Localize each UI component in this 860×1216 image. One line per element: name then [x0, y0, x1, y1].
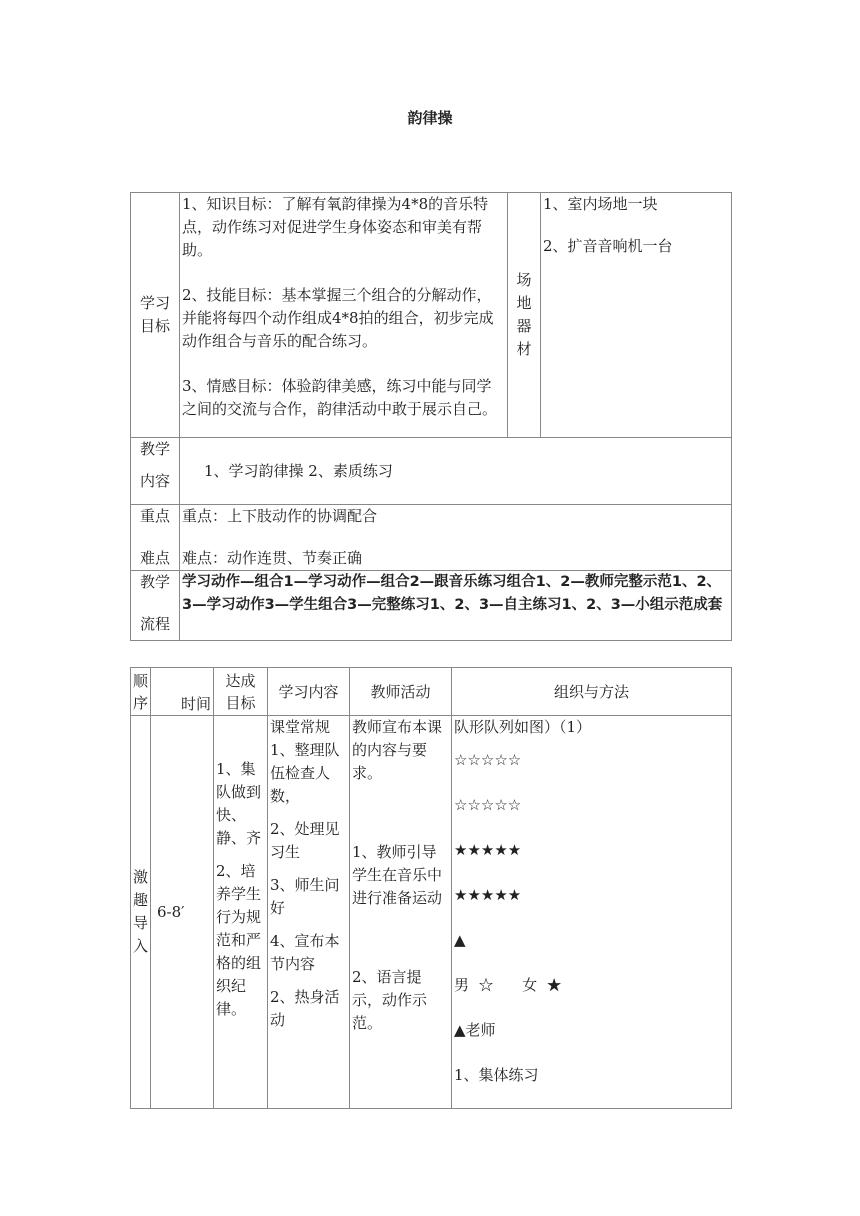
header-order: 顺 序: [131, 668, 151, 716]
key-points-label: 重点 难点: [131, 505, 180, 571]
page-title: 韵律操: [407, 109, 453, 127]
venue-label: 场 地 器 材: [508, 193, 541, 438]
lesson-overview-table: [130, 192, 732, 641]
lesson-plan-table: [130, 667, 732, 1109]
content-item: 1、整理队伍检查人数，: [270, 741, 340, 805]
key-points-text: [180, 505, 732, 571]
exercise-item: 1、集体练习: [454, 1066, 539, 1084]
formation-legend: 男 ☆ 女 ★: [454, 976, 562, 994]
plan-header-row: [131, 668, 732, 716]
key-point: 重点：上下肢动作的协调配合: [182, 507, 378, 525]
header-time: 时间: [151, 668, 214, 716]
formation-caption: 队形队列如图）（1）: [454, 718, 592, 736]
content-text: 1、学习韵律操 2、素质练习: [180, 438, 732, 505]
teacher-item: 教师宣布本课的内容与要求。: [352, 718, 443, 782]
key-points-row: [131, 505, 732, 571]
objective-skill: 2、技能目标：基本掌握三个组合的分解动作，并能将每四个动作组成4*8拍的组合，初步完成动作组合与音乐的配合练习。: [182, 286, 494, 350]
difficult-point: 难点：动作连贯、节奏正确: [182, 549, 363, 567]
content-item: 2、热身活动: [270, 988, 340, 1029]
content-label: 教学 内容: [131, 438, 180, 505]
content-item: 3、师生问好: [270, 876, 340, 917]
header-method: 组织与方法: [452, 668, 732, 716]
venue-item: 1、室内场地一块: [543, 195, 658, 213]
objectives-label: 学习 目标: [131, 193, 180, 438]
formation-row: ☆☆☆☆☆: [454, 796, 522, 814]
teacher-mark: ▲老师: [454, 1021, 496, 1039]
formation-row: ★★★★★: [454, 841, 522, 859]
content-row: [131, 438, 732, 505]
header-teacher: 教师活动: [350, 668, 452, 716]
row-content: [268, 716, 350, 1109]
goal-item: 2、培养学生行为规范和严格的组织纪律。: [216, 862, 262, 1018]
formation-row: ★★★★★: [454, 886, 522, 904]
process-text: 学习动作—组合1—学习动作—组合2—跟音乐练习组合1、2—教师完整示范1、2、3—学习动作3—学生组合3—完整练习1、2、3—自主练习1、2、3—小组示范成套: [180, 571, 732, 641]
plan-row-intro: [131, 716, 732, 1109]
header-goal: 达成 目标: [214, 668, 268, 716]
objective-emotion: 3、情感目标：体验韵律美感，练习中能与同学之间的交流与合作，韵律活动中敢于展示自己。: [182, 377, 498, 418]
objectives-text: [180, 193, 508, 438]
process-row: [131, 571, 732, 641]
row-teacher: [350, 716, 452, 1109]
objective-knowledge: 1、知识目标：了解有氧韵律操为4*8的音乐特点，动作练习对促进学生身体姿态和审美有帮助。: [182, 195, 489, 259]
goal-item: 1、集队做到快、静、齐: [216, 760, 262, 847]
row-order: 激 趣 导 入: [131, 716, 151, 1109]
teacher-item: 2、语言提示，动作示范。: [352, 968, 428, 1032]
formation-row: ☆☆☆☆☆: [454, 751, 522, 769]
row-method: [452, 716, 732, 1109]
header-content: 学习内容: [268, 668, 350, 716]
objectives-row: [131, 193, 732, 438]
teacher-item: 1、教师引导学生在音乐中进行准备运动: [352, 843, 443, 907]
row-time: 6-8′: [151, 716, 214, 1109]
content-item: 课堂常规: [270, 718, 331, 736]
content-item: 4、宣布本节内容: [270, 932, 340, 973]
venue-item: 2、扩音音响机一台: [543, 237, 673, 255]
process-label: 教学 流程: [131, 571, 180, 641]
venue-text: [541, 193, 732, 438]
content-item: 2、处理见习生: [270, 820, 340, 861]
formation-row: ▲: [454, 931, 466, 949]
row-goal: [214, 716, 268, 1109]
